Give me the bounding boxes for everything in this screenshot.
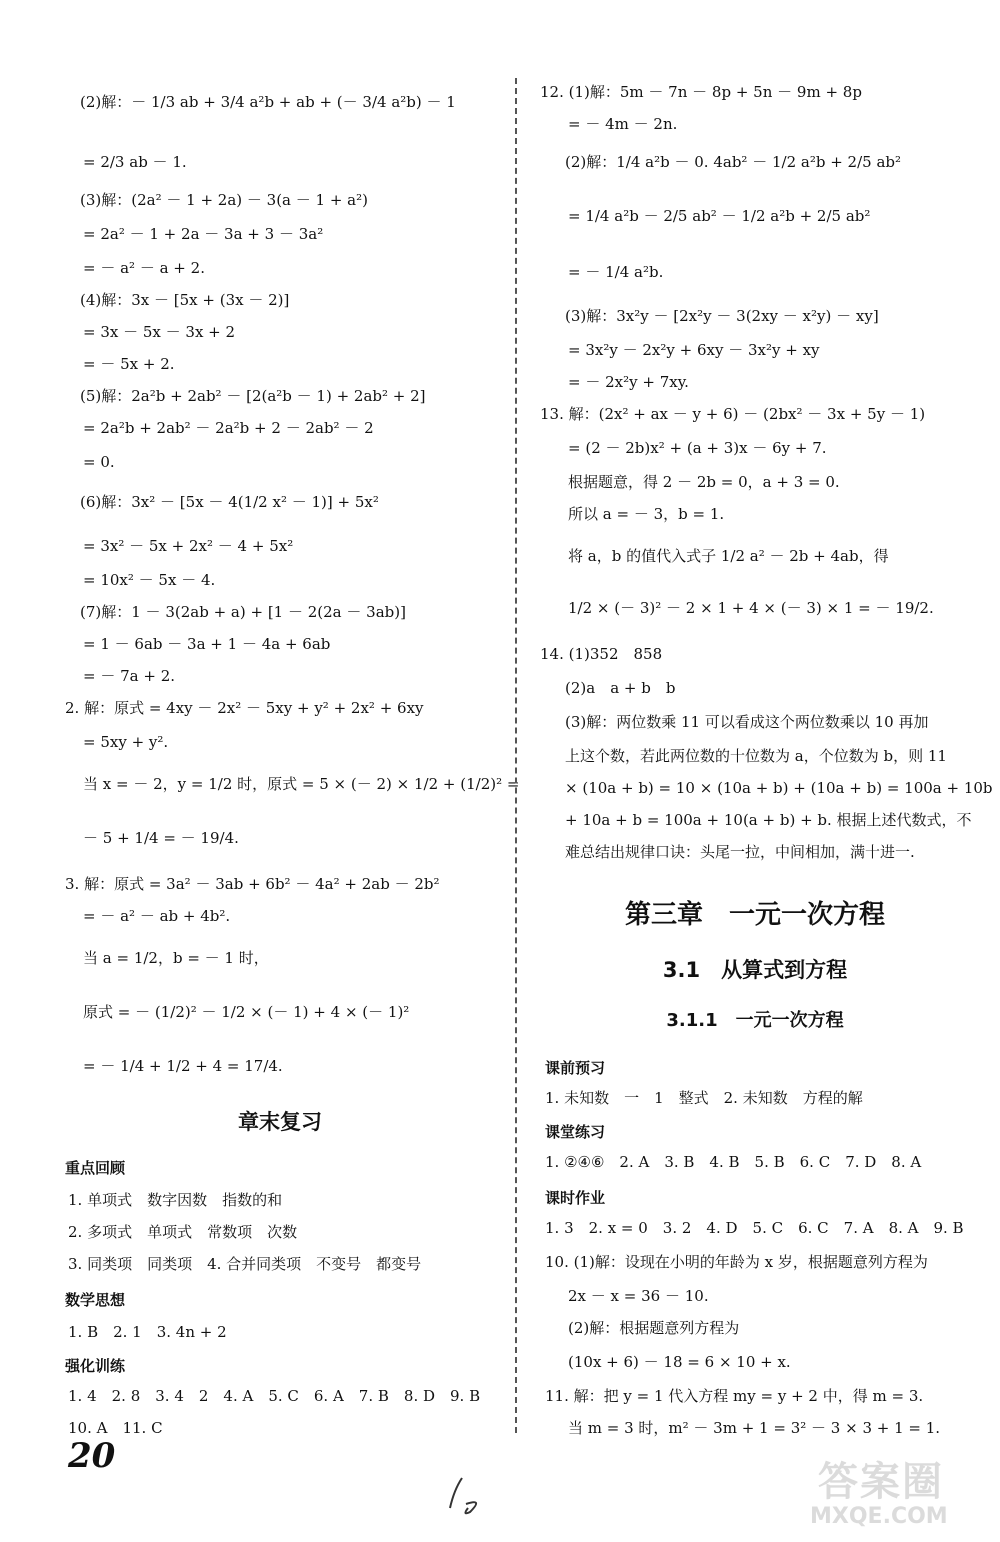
answer-line: (2)解：根据题意列方程为 <box>568 1319 740 1337</box>
answer-line: 2. 多项式 单项式 常数项 次数 <box>68 1223 298 1241</box>
answer-line: (3)解：(2a² － 1 + 2a) － 3(a － 1 + a²) <box>80 191 368 209</box>
answer-line: = 2a²b + 2ab² － 2a²b + 2 － 2ab² － 2 <box>83 419 374 437</box>
answer-line: 11. 解：把 y = 1 代入方程 my = y + 2 中，得 m = 3. <box>545 1387 924 1405</box>
answer-line: = 1 － 6ab － 3a + 1 － 4a + 6ab <box>83 635 331 653</box>
answer-line: 14. (1)352 858 <box>540 645 663 663</box>
answer-line: = 10x² － 5x － 4. <box>83 571 216 589</box>
answer-line: 1. ②④⑥ 2. A 3. B 4. B 5. B 6. C 7. D 8. A <box>545 1153 922 1171</box>
watermark-logo <box>810 1448 990 1538</box>
answer-line: 2x － x = 36 － 10. <box>568 1287 709 1305</box>
answer-line: (7)解：1 － 3(2ab + a) + [1 － 2(2a － 3ab)] <box>80 603 406 621</box>
section-title: 3.1 从算式到方程 <box>662 958 848 982</box>
watermark-url: MXQE.COM <box>810 1504 948 1529</box>
answer-line: (6)解：3x² － [5x － 4(1/2 x² － 1)] + 5x² <box>80 493 379 511</box>
answer-line: × (10a + b) = 10 × (10a + b) + (10a + b) = 100a + 10b <box>565 779 993 797</box>
section-heading: 课堂练习 <box>545 1123 606 1141</box>
answer-line: = 2/3 ab － 1. <box>83 153 187 171</box>
page-number: 20 <box>68 1436 116 1476</box>
section-heading: 课时作业 <box>545 1189 606 1207</box>
column-divider <box>515 78 517 1433</box>
answer-line: = 0. <box>83 453 115 471</box>
answer-line: 10. (1)解：设现在小明的年龄为 x 岁，根据题意列方程为 <box>545 1253 928 1271</box>
answer-line: = － 1/4 a²b. <box>568 263 664 281</box>
answer-line: + 10a + b = 100a + 10(a + b) + b. 根据上述代数式，不 <box>565 811 972 829</box>
answer-line: = 3x － 5x － 3x + 2 <box>83 323 236 341</box>
answer-line: = 1/4 a²b － 2/5 ab² － 1/2 a²b + 2/5 ab² <box>568 207 871 225</box>
subsection-title: 3.1.1 一元一次方程 <box>666 1010 844 1031</box>
answer-line: = － 5x + 2. <box>83 355 175 373</box>
answer-line: = － 4m － 2n. <box>568 115 678 133</box>
answer-line: 所以 a = － 3，b = 1. <box>568 505 725 523</box>
answer-line: 当 x = － 2，y = 1/2 时，原式 = 5 × (－ 2) × 1/2 + (1/2)² = <box>83 775 520 793</box>
answer-line: 当 m = 3 时，m² － 3m + 1 = 3² － 3 × 3 + 1 = 1. <box>568 1419 941 1437</box>
answer-line: 3. 解：原式 = 3a² － 3ab + 6b² － 4a² + 2ab － 2b² <box>65 875 440 893</box>
answer-line: 10. A 11. C <box>68 1419 163 1437</box>
answer-line: 1. 单项式 数字因数 指数的和 <box>68 1191 283 1209</box>
answer-line: 1. 未知数 一 1 整式 2. 未知数 方程的解 <box>545 1089 863 1107</box>
answer-line: (2)解：－ 1/3 ab + 3/4 a²b + ab + (－ 3/4 a²b) － 1 <box>80 93 456 111</box>
answer-line: 1. B 2. 1 3. 4n + 2 <box>68 1323 227 1341</box>
chapter-review-title: 章末复习 <box>238 1110 322 1134</box>
answer-line: = 2a² － 1 + 2a － 3a + 3 － 3a² <box>83 225 324 243</box>
answer-line: 1. 3 2. x = 0 3. 2 4. D 5. C 6. C 7. A 8. A 9. B <box>545 1219 964 1237</box>
answer-line: = (2 － 2b)x² + (a + 3)x － 6y + 7. <box>568 439 827 457</box>
answer-line: 根据题意，得 2 － 2b = 0，a + 3 = 0. <box>568 473 840 491</box>
answer-line: (4)解：3x － [5x + (3x － 2)] <box>80 291 290 309</box>
answer-line: = － 7a + 2. <box>83 667 176 685</box>
section-heading: 重点回顾 <box>65 1159 126 1177</box>
watermark-text: 答案圈 <box>818 1459 944 1505</box>
section-heading: 数学思想 <box>65 1291 126 1309</box>
answer-line: (2)解：1/4 a²b － 0. 4ab² － 1/2 a²b + 2/5 ab² <box>565 153 902 171</box>
answer-line: 12. (1)解：5m － 7n － 8p + 5n － 9m + 8p <box>540 83 862 101</box>
answer-line: = 5xy + y². <box>83 733 169 751</box>
answer-line: 将 a，b 的值代入式子 1/2 a² － 2b + 4ab，得 <box>568 547 889 565</box>
section-heading: 强化训练 <box>65 1357 126 1375</box>
answer-line: = － a² － ab + 4b². <box>83 907 231 925</box>
pen-scribble-mark <box>440 1468 510 1518</box>
answer-line: = 3x² － 5x + 2x² － 4 + 5x² <box>83 537 294 555</box>
answer-line: (5)解：2a²b + 2ab² － [2(a²b － 1) + 2ab² + 2] <box>80 387 426 405</box>
answer-line: (3)解：两位数乘 11 可以看成这个两位数乘以 10 再加 <box>565 713 929 731</box>
answer-line: 2. 解：原式 = 4xy － 2x² － 5xy + y² + 2x² + 6xy <box>65 699 424 717</box>
answer-line: = － a² － a + 2. <box>83 259 205 277</box>
answer-line: (10x + 6) － 18 = 6 × 10 + x. <box>568 1353 791 1371</box>
answer-line: － 5 + 1/4 = － 19/4. <box>83 829 239 847</box>
answer-line: 1/2 × (－ 3)² － 2 × 1 + 4 × (－ 3) × 1 = － 19/2. <box>568 599 934 617</box>
answer-line: = 3x²y － 2x²y + 6xy － 3x²y + xy <box>568 341 820 359</box>
answer-line: 难总结出规律口诀：头尾一拉，中间相加，满十进一. <box>565 843 915 861</box>
chapter-title: 第三章 一元一次方程 <box>624 900 886 930</box>
answer-line: 3. 同类项 同类项 4. 合并同类项 不变号 都变号 <box>68 1255 422 1273</box>
answer-line: 原式 = － (1/2)² － 1/2 × (－ 1) + 4 × (－ 1)² <box>83 1003 410 1021</box>
answer-line: = － 2x²y + 7xy. <box>568 373 689 391</box>
answer-line: 当 a = 1/2，b = － 1 时， <box>83 949 269 967</box>
answer-line: 13. 解：(2x² + ax － y + 6) － (2bx² － 3x + 5y － 1) <box>540 405 926 423</box>
answer-line: 上这个数，若此两位数的十位数为 a，个位数为 b，则 11 <box>565 747 947 765</box>
section-heading: 课前预习 <box>545 1059 606 1077</box>
answer-line: = － 1/4 + 1/2 + 4 = 17/4. <box>83 1057 283 1075</box>
answer-line: (2)a a + b b <box>565 679 676 697</box>
answer-line: (3)解：3x²y － [2x²y － 3(2xy － x²y) － xy] <box>565 307 879 325</box>
answer-line: 1. 4 2. 8 3. 4 2 4. A 5. C 6. A 7. B 8. D 9. B <box>68 1387 481 1405</box>
